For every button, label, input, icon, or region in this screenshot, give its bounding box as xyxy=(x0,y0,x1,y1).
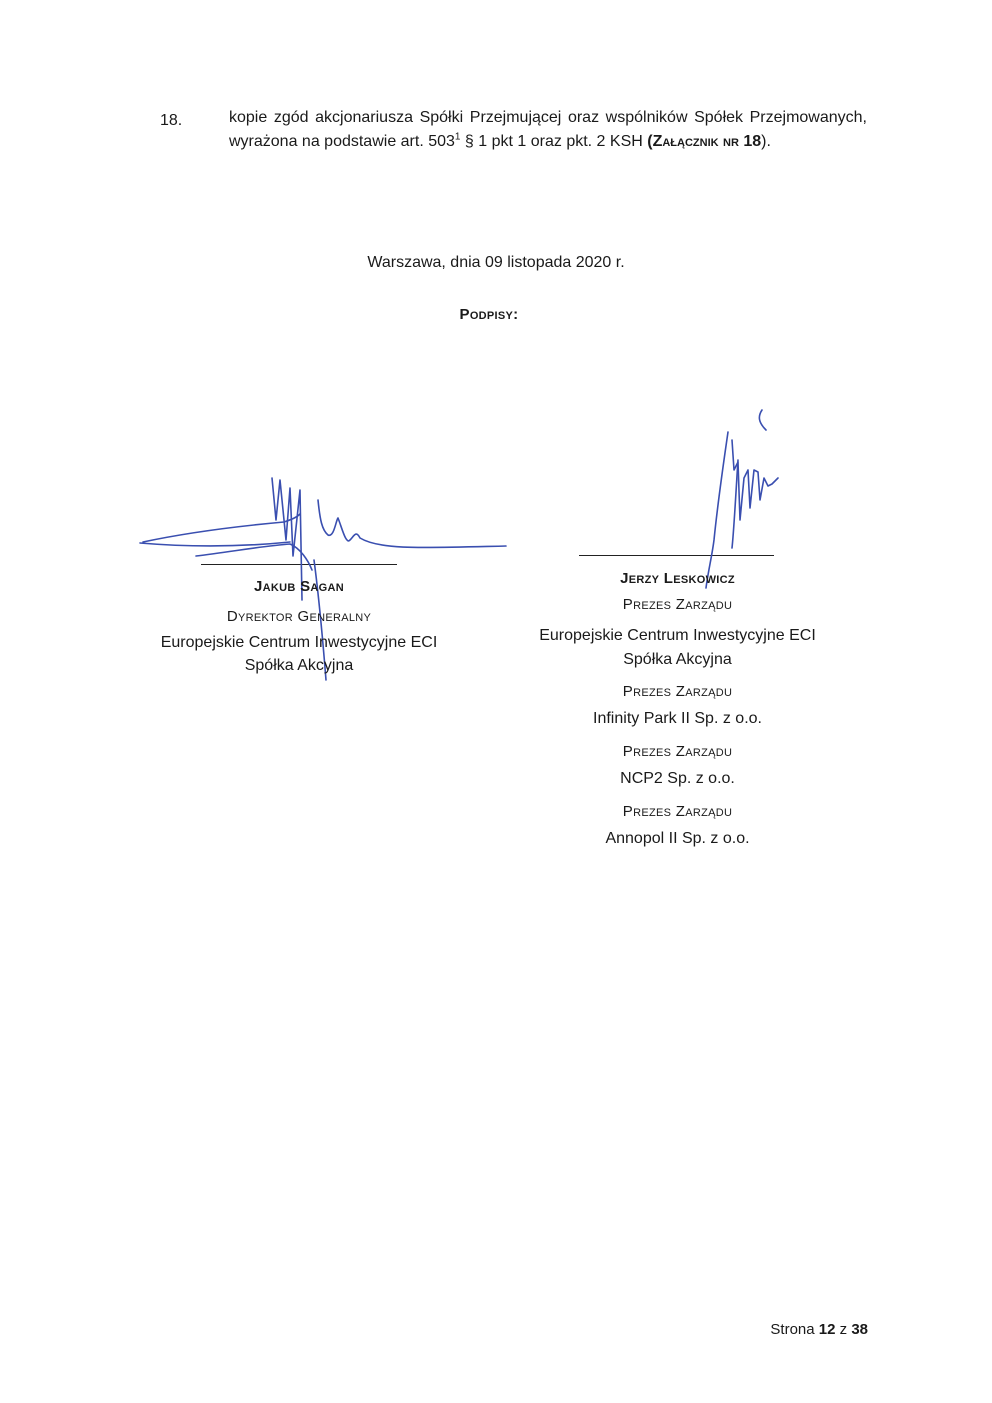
attachment-close: ). xyxy=(761,133,771,150)
left-signature-line xyxy=(201,564,397,565)
right-signatory-role-4: Prezes Zarządu xyxy=(622,803,733,820)
right-signatory-company-3: NCP2 Sp. z o.o. xyxy=(620,770,735,787)
right-signatory-company-4: Annopol II Sp. z o.o. xyxy=(605,830,750,847)
item-text-part2: § 1 pkt 1 oraz pkt. 2 KSH xyxy=(460,133,643,150)
left-signatory-block xyxy=(140,578,458,676)
right-signature-mark xyxy=(706,410,778,588)
footer-prefix: Strona xyxy=(770,1321,819,1338)
place-and-date: Warszawa, dnia 09 listopada 2020 r. xyxy=(367,254,625,271)
left-signatory-name: Jakub Sagan xyxy=(254,578,344,595)
left-signatory-company-line1: Europejskie Centrum Inwestycyjne ECI xyxy=(160,634,438,651)
left-signatory-company-line2: Spółka Akcyjna xyxy=(244,657,354,674)
right-signature-line xyxy=(579,555,774,556)
page-number-footer xyxy=(700,1321,868,1338)
attachment-reference: Załącznik nr 18 xyxy=(652,133,762,150)
left-signatory-role: Dyrektor Generalny xyxy=(226,608,372,625)
item-text-part1: kopie zgód akcjonariusza Spółki Przejmującej oraz wspólników Spółek Przejmowanych, wyrażona na podstawie art. 503 xyxy=(229,109,867,150)
right-signatory-company-1-line2: Spółka Akcyjna xyxy=(623,651,732,668)
list-item-number: 18. xyxy=(160,112,183,129)
list-item-text xyxy=(229,106,867,154)
right-signatory-company-2: Infinity Park II Sp. z o.o. xyxy=(593,710,762,727)
right-signatory-role-3: Prezes Zarządu xyxy=(622,743,733,760)
signatures-heading: Podpisy: xyxy=(459,306,519,323)
right-signatory-name: Jerzy Leskowicz xyxy=(620,570,735,587)
footer-total-pages: 38 xyxy=(851,1321,868,1338)
footer-separator: z xyxy=(835,1321,852,1338)
right-signatory-block xyxy=(520,570,835,854)
right-signatory-role-1: Prezes Zarządu xyxy=(622,596,733,613)
right-signatory-role-2: Prezes Zarządu xyxy=(622,683,733,700)
footer-current-page: 12 xyxy=(818,1321,836,1338)
item-text-superscript: 1 xyxy=(454,131,461,143)
right-signatory-company-1-line1: Europejskie Centrum Inwestycyjne ECI xyxy=(539,627,816,644)
attachment-open: ( xyxy=(647,133,653,150)
